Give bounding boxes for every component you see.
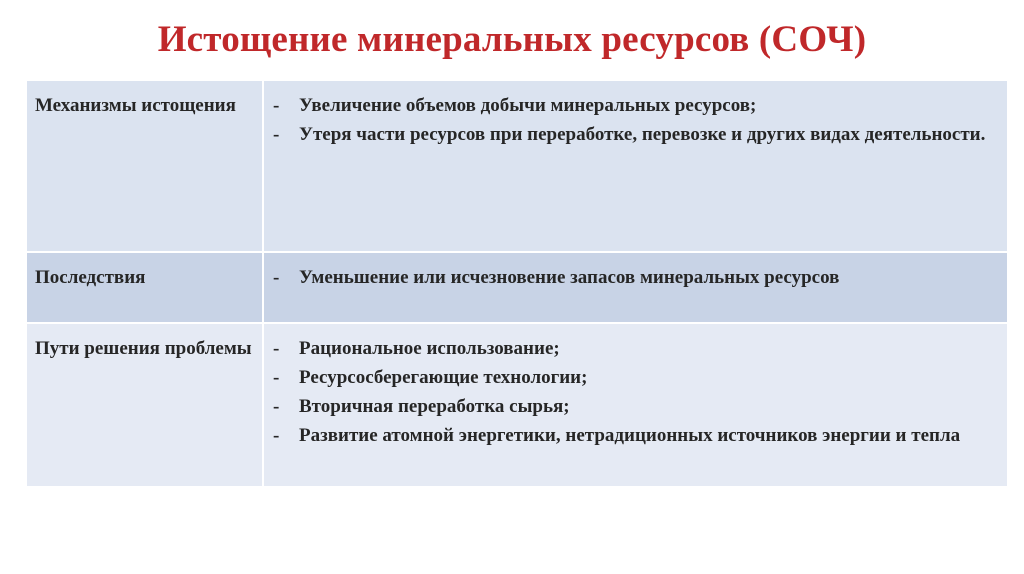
consequences-list: [273, 263, 995, 292]
list-item-text: Вторичная переработка сырья;: [299, 396, 570, 417]
list-item: [273, 363, 995, 392]
dash-bullet: -: [273, 124, 280, 145]
list-item-text: Уменьшение или исчезновение запасов минеральных ресурсов: [299, 267, 840, 288]
dash-bullet: -: [273, 367, 280, 388]
list-item-text: Увеличение объемов добычи минеральных ресурсов;: [299, 95, 757, 116]
slide-title: Истощение минеральных ресурсов (СОЧ): [157, 19, 867, 60]
row-content-consequences: [263, 252, 1007, 323]
list-item: [273, 91, 995, 120]
dash-bullet: -: [273, 396, 280, 417]
content-table: [27, 81, 1007, 486]
dash-bullet: -: [273, 95, 280, 116]
list-item: [273, 263, 995, 292]
row-content-solutions: [263, 323, 1007, 486]
list-item: [273, 392, 995, 421]
list-item: [273, 334, 995, 363]
list-item: [273, 120, 995, 149]
mechanisms-list: [273, 91, 995, 149]
dash-bullet: -: [273, 425, 280, 446]
list-item-text: Рациональное использование;: [299, 338, 560, 359]
list-item-text: Развитие атомной энергетики, нетрадиционных источников энергии и тепла: [299, 425, 961, 446]
list-item-text: Утеря части ресурсов при переработке, перевозке и других видах деятельности.: [299, 124, 986, 145]
table-row-solutions: [27, 323, 1007, 486]
table-row-consequences: [27, 252, 1007, 323]
row-content-mechanisms: [263, 81, 1007, 252]
row-label-consequences: Последствия: [27, 252, 263, 323]
dash-bullet: -: [273, 338, 280, 359]
table-row-mechanisms: [27, 81, 1007, 252]
solutions-list: [273, 334, 995, 450]
dash-bullet: -: [273, 267, 280, 288]
row-label-solutions: Пути решения проблемы: [27, 323, 263, 486]
list-item-text: Ресурсосберегающие технологии;: [299, 367, 588, 388]
list-item: [273, 421, 995, 450]
row-label-mechanisms: Механизмы истощения: [27, 81, 263, 252]
